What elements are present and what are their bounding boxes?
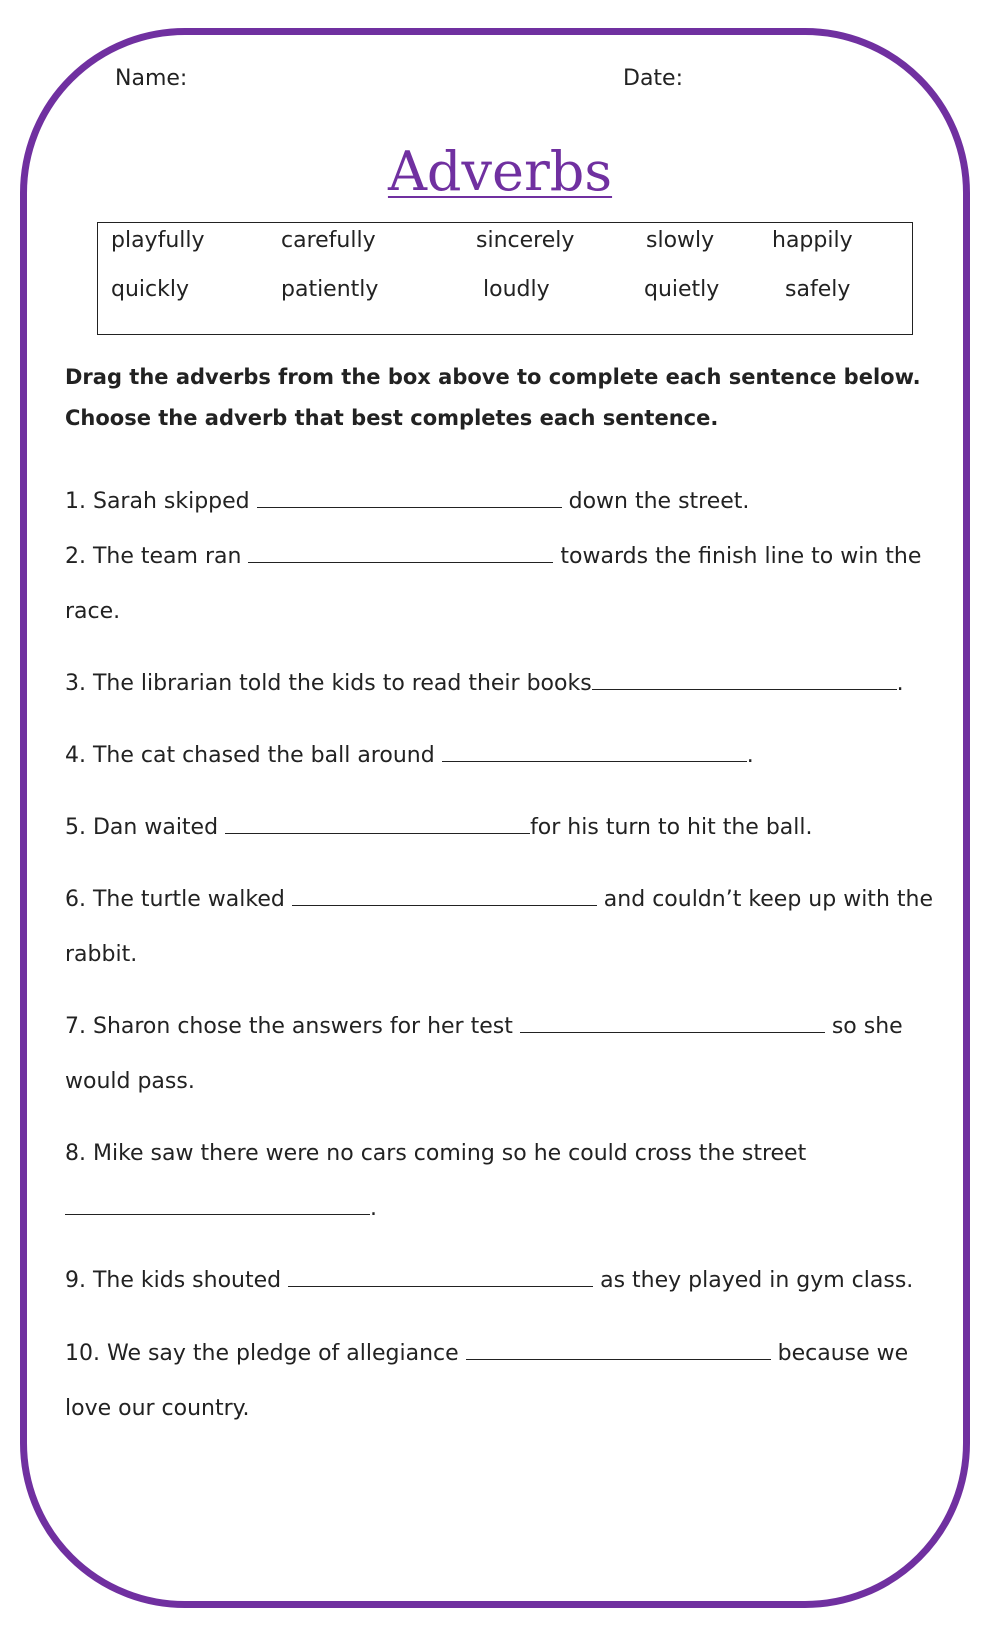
answer-blank[interactable] [65, 1213, 370, 1215]
word-bank [97, 222, 913, 335]
answer-blank[interactable] [257, 506, 562, 508]
word-bank-item[interactable]: patiently [281, 277, 379, 302]
word-bank-item[interactable]: playfully [111, 228, 205, 253]
answer-blank[interactable] [288, 1285, 593, 1287]
answer-blank[interactable] [292, 904, 597, 906]
answer-blank[interactable] [466, 1358, 771, 1360]
word-bank-item[interactable]: carefully [281, 228, 376, 253]
question-7-continued: would pass. [65, 1069, 195, 1094]
question-3: 3. The librarian told the kids to read their books . [65, 671, 904, 696]
question-7: 7. Sharon chose the answers for her test so she [65, 1014, 903, 1039]
word-bank-item[interactable]: loudly [483, 277, 550, 302]
instruction-line-2: Choose the adverb that best completes each sentence. [65, 406, 719, 430]
word-bank-item[interactable]: quietly [644, 277, 720, 302]
word-bank-item[interactable]: sincerely [476, 228, 575, 253]
question-8: 8. Mike saw there were no cars coming so he could cross the street [65, 1141, 807, 1166]
page-title: Adverbs [387, 140, 613, 203]
instruction-line-1: Drag the adverbs from the box above to complete each sentence below. [65, 365, 921, 389]
question-4: 4. The cat chased the ball around . [65, 743, 754, 768]
question-10-continued: love our country. [65, 1396, 250, 1421]
question-8-continued: . [65, 1196, 377, 1221]
answer-blank[interactable] [592, 688, 897, 690]
question-5: 5. Dan waited for his turn to hit the ball. [65, 815, 813, 840]
question-6: 6. The turtle walked and couldn’t keep up with the [65, 887, 933, 912]
question-1: 1. Sarah skipped down the street. [65, 489, 750, 514]
question-6-continued: rabbit. [65, 942, 138, 967]
word-bank-item[interactable]: slowly [646, 228, 715, 253]
answer-blank[interactable] [442, 760, 747, 762]
question-10: 10. We say the pledge of allegiance because we [65, 1341, 909, 1366]
question-9: 9. The kids shouted as they played in gym class. [65, 1268, 914, 1293]
word-bank-item[interactable]: safely [785, 277, 851, 302]
word-bank-item[interactable]: quickly [111, 277, 189, 302]
question-2: 2. The team ran towards the finish line to win the [65, 544, 922, 569]
name-label: Name: [115, 66, 188, 91]
answer-blank[interactable] [225, 832, 530, 834]
answer-blank[interactable] [520, 1031, 825, 1033]
answer-blank[interactable] [248, 561, 553, 563]
date-label: Date: [623, 66, 683, 91]
question-2-continued: race. [65, 599, 121, 624]
word-bank-item[interactable]: happily [772, 228, 853, 253]
